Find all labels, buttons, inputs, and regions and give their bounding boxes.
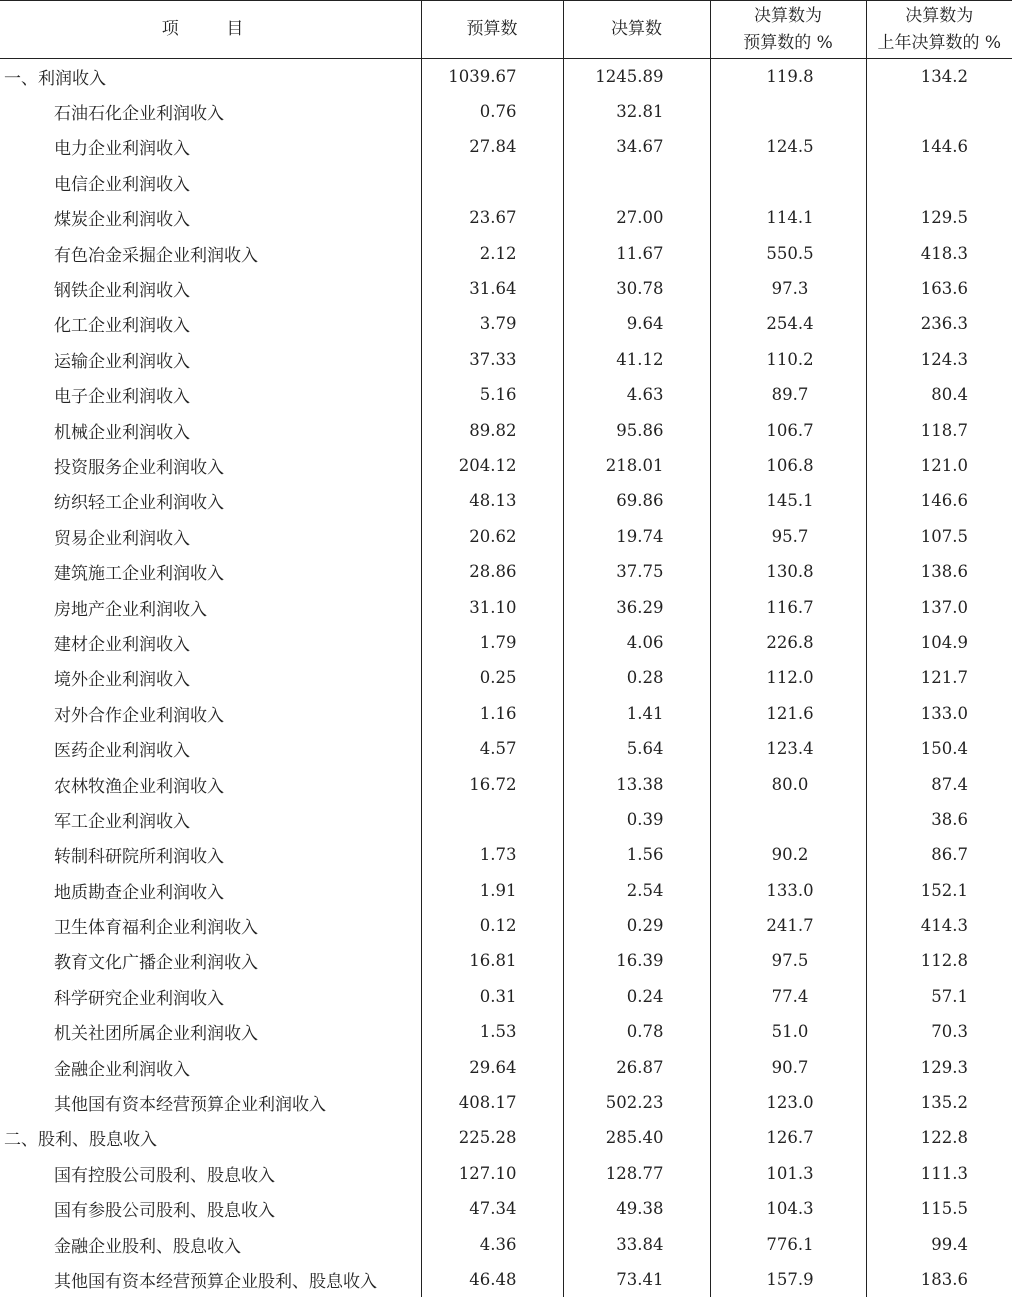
row-item-name: 科学研究企业利润收入 — [0, 979, 421, 1014]
row-pct-prev: 111.3 — [866, 1156, 1012, 1191]
table-row — [0, 235, 1012, 270]
row-pct-budget: 123.0 — [710, 1085, 866, 1120]
row-pct-prev: 138.6 — [866, 554, 1012, 589]
row-budget: 0.12 — [421, 908, 563, 943]
row-budget: 31.64 — [421, 271, 563, 306]
row-final: 5.64 — [563, 731, 710, 766]
row-pct-budget: 101.3 — [710, 1156, 866, 1191]
row-pct-budget: 89.7 — [710, 377, 866, 412]
table-row — [0, 1191, 1012, 1226]
row-item-name: 纺织轻工企业利润收入 — [0, 483, 421, 518]
row-final: 9.64 — [563, 306, 710, 341]
row-final: 33.84 — [563, 1226, 710, 1261]
row-item-name: 卫生体育福利企业利润收入 — [0, 908, 421, 943]
row-item-name: 投资服务企业利润收入 — [0, 448, 421, 483]
row-budget: 127.10 — [421, 1156, 563, 1191]
row-pct-prev: 122.8 — [866, 1120, 1012, 1155]
row-item-name: 地质勘查企业利润收入 — [0, 872, 421, 907]
header-pct-prev: 决算数为 上年决算数的 % — [866, 1, 1012, 59]
table-row — [0, 342, 1012, 377]
row-pct-prev: 134.2 — [866, 59, 1012, 94]
header-pct-budget: 决算数为 预算数的 % — [710, 1, 866, 59]
table-row — [0, 129, 1012, 164]
row-pct-budget — [710, 94, 866, 129]
table-row — [0, 165, 1012, 200]
row-pct-budget: 776.1 — [710, 1226, 866, 1261]
row-pct-budget: 51.0 — [710, 1014, 866, 1049]
row-final: 49.38 — [563, 1191, 710, 1226]
row-budget: 31.10 — [421, 589, 563, 624]
row-pct-budget: 254.4 — [710, 306, 866, 341]
row-final: 73.41 — [563, 1262, 710, 1297]
row-budget: 204.12 — [421, 448, 563, 483]
row-budget: 2.12 — [421, 235, 563, 270]
row-item-name: 二、股利、股息收入 — [0, 1120, 421, 1155]
row-pct-prev — [866, 94, 1012, 129]
header-final: 决算数 — [563, 1, 710, 59]
row-pct-prev: 80.4 — [866, 377, 1012, 412]
row-pct-budget: 104.3 — [710, 1191, 866, 1226]
row-pct-prev: 163.6 — [866, 271, 1012, 306]
table-row — [0, 1014, 1012, 1049]
row-pct-prev: 152.1 — [866, 872, 1012, 907]
row-pct-prev: 137.0 — [866, 589, 1012, 624]
row-pct-budget: 121.6 — [710, 696, 866, 731]
table-row — [0, 1120, 1012, 1155]
row-pct-prev: 236.3 — [866, 306, 1012, 341]
row-pct-prev: 57.1 — [866, 979, 1012, 1014]
row-final: 502.23 — [563, 1085, 710, 1120]
row-pct-budget: 119.8 — [710, 59, 866, 94]
row-item-name: 国有参股公司股利、股息收入 — [0, 1191, 421, 1226]
row-final: 0.78 — [563, 1014, 710, 1049]
row-pct-prev: 418.3 — [866, 235, 1012, 270]
row-budget: 89.82 — [421, 412, 563, 447]
row-pct-prev: 118.7 — [866, 412, 1012, 447]
row-item-name: 国有控股公司股利、股息收入 — [0, 1156, 421, 1191]
row-budget: 1.16 — [421, 696, 563, 731]
table-row — [0, 1049, 1012, 1084]
row-pct-budget: 110.2 — [710, 342, 866, 377]
row-final: 69.86 — [563, 483, 710, 518]
row-pct-prev: 129.3 — [866, 1049, 1012, 1084]
row-pct-budget: 95.7 — [710, 519, 866, 554]
row-budget: 48.13 — [421, 483, 563, 518]
row-final: 16.39 — [563, 943, 710, 978]
row-final: 1.41 — [563, 696, 710, 731]
row-budget: 37.33 — [421, 342, 563, 377]
row-pct-prev: 135.2 — [866, 1085, 1012, 1120]
row-pct-prev: 99.4 — [866, 1226, 1012, 1261]
row-item-name: 军工企业利润收入 — [0, 802, 421, 837]
row-final: 34.67 — [563, 129, 710, 164]
table-row — [0, 589, 1012, 624]
row-final: 26.87 — [563, 1049, 710, 1084]
row-item-name: 一、利润收入 — [0, 59, 421, 94]
row-item-name: 金融企业股利、股息收入 — [0, 1226, 421, 1261]
row-budget: 0.25 — [421, 660, 563, 695]
table-row — [0, 625, 1012, 660]
row-item-name: 建筑施工企业利润收入 — [0, 554, 421, 589]
table-row — [0, 519, 1012, 554]
table-row — [0, 1262, 1012, 1297]
row-pct-budget: 130.8 — [710, 554, 866, 589]
row-pct-prev: 104.9 — [866, 625, 1012, 660]
row-pct-prev: 115.5 — [866, 1191, 1012, 1226]
row-pct-budget: 126.7 — [710, 1120, 866, 1155]
row-pct-budget: 157.9 — [710, 1262, 866, 1297]
table-row — [0, 94, 1012, 129]
row-budget: 1.79 — [421, 625, 563, 660]
row-budget: 46.48 — [421, 1262, 563, 1297]
row-budget — [421, 802, 563, 837]
row-final: 0.39 — [563, 802, 710, 837]
table-row — [0, 200, 1012, 235]
row-final: 11.67 — [563, 235, 710, 270]
row-final: 41.12 — [563, 342, 710, 377]
header-item: 项 目 — [0, 1, 421, 59]
table-row — [0, 483, 1012, 518]
row-budget: 0.31 — [421, 979, 563, 1014]
row-pct-budget: 106.7 — [710, 412, 866, 447]
row-budget: 4.36 — [421, 1226, 563, 1261]
row-item-name: 电子企业利润收入 — [0, 377, 421, 412]
row-final: 27.00 — [563, 200, 710, 235]
row-pct-budget: 124.5 — [710, 129, 866, 164]
row-item-name: 其他国有资本经营预算企业股利、股息收入 — [0, 1262, 421, 1297]
row-final: 0.29 — [563, 908, 710, 943]
table-row — [0, 554, 1012, 589]
row-item-name: 电力企业利润收入 — [0, 129, 421, 164]
row-budget: 4.57 — [421, 731, 563, 766]
row-budget: 1.91 — [421, 872, 563, 907]
table-row — [0, 766, 1012, 801]
row-final: 1.56 — [563, 837, 710, 872]
row-final: 95.86 — [563, 412, 710, 447]
row-item-name: 运输企业利润收入 — [0, 342, 421, 377]
table-row — [0, 271, 1012, 306]
row-item-name: 石油石化企业利润收入 — [0, 94, 421, 129]
row-pct-prev: 121.7 — [866, 660, 1012, 695]
table-row — [0, 412, 1012, 447]
row-final: 4.63 — [563, 377, 710, 412]
row-item-name: 转制科研院所利润收入 — [0, 837, 421, 872]
header-row — [0, 1, 1012, 59]
table-row — [0, 802, 1012, 837]
row-pct-budget: 241.7 — [710, 908, 866, 943]
row-pct-prev: 112.8 — [866, 943, 1012, 978]
row-pct-prev: 133.0 — [866, 696, 1012, 731]
table-row — [0, 1156, 1012, 1191]
row-final: 37.75 — [563, 554, 710, 589]
row-pct-budget: 133.0 — [710, 872, 866, 907]
row-item-name: 机械企业利润收入 — [0, 412, 421, 447]
row-final: 32.81 — [563, 94, 710, 129]
row-pct-budget: 106.8 — [710, 448, 866, 483]
row-final: 13.38 — [563, 766, 710, 801]
row-budget — [421, 165, 563, 200]
row-item-name: 对外合作企业利润收入 — [0, 696, 421, 731]
row-budget: 408.17 — [421, 1085, 563, 1120]
row-pct-budget: 145.1 — [710, 483, 866, 518]
row-budget: 0.76 — [421, 94, 563, 129]
row-budget: 5.16 — [421, 377, 563, 412]
table-row — [0, 1226, 1012, 1261]
table-row — [0, 660, 1012, 695]
table-row — [0, 1085, 1012, 1120]
row-final: 19.74 — [563, 519, 710, 554]
row-item-name: 有色冶金采掘企业利润收入 — [0, 235, 421, 270]
row-budget: 1.73 — [421, 837, 563, 872]
row-item-name: 其他国有资本经营预算企业利润收入 — [0, 1085, 421, 1120]
row-pct-budget: 80.0 — [710, 766, 866, 801]
table-row — [0, 59, 1012, 94]
row-item-name: 贸易企业利润收入 — [0, 519, 421, 554]
row-pct-prev: 183.6 — [866, 1262, 1012, 1297]
table-row — [0, 731, 1012, 766]
table-row — [0, 377, 1012, 412]
row-item-name: 农林牧渔企业利润收入 — [0, 766, 421, 801]
row-pct-budget — [710, 165, 866, 200]
row-budget: 27.84 — [421, 129, 563, 164]
row-item-name: 建材企业利润收入 — [0, 625, 421, 660]
table-row — [0, 979, 1012, 1014]
table-header — [0, 1, 1012, 59]
row-pct-prev: 121.0 — [866, 448, 1012, 483]
row-pct-prev: 129.5 — [866, 200, 1012, 235]
table-row — [0, 696, 1012, 731]
row-budget: 16.72 — [421, 766, 563, 801]
row-item-name: 机关社团所属企业利润收入 — [0, 1014, 421, 1049]
row-final: 285.40 — [563, 1120, 710, 1155]
row-pct-budget: 114.1 — [710, 200, 866, 235]
row-budget: 225.28 — [421, 1120, 563, 1155]
row-pct-budget: 90.2 — [710, 837, 866, 872]
row-pct-budget: 116.7 — [710, 589, 866, 624]
table-row — [0, 448, 1012, 483]
row-budget: 47.34 — [421, 1191, 563, 1226]
row-budget: 23.67 — [421, 200, 563, 235]
row-item-name: 金融企业利润收入 — [0, 1049, 421, 1084]
row-item-name: 钢铁企业利润收入 — [0, 271, 421, 306]
row-item-name: 医药企业利润收入 — [0, 731, 421, 766]
row-final — [563, 165, 710, 200]
row-pct-prev: 70.3 — [866, 1014, 1012, 1049]
row-budget: 1.53 — [421, 1014, 563, 1049]
row-pct-prev: 107.5 — [866, 519, 1012, 554]
row-budget: 29.64 — [421, 1049, 563, 1084]
row-budget: 3.79 — [421, 306, 563, 341]
row-final: 30.78 — [563, 271, 710, 306]
row-pct-prev: 124.3 — [866, 342, 1012, 377]
row-pct-prev: 414.3 — [866, 908, 1012, 943]
row-pct-budget: 97.5 — [710, 943, 866, 978]
row-pct-budget: 123.4 — [710, 731, 866, 766]
row-final: 4.06 — [563, 625, 710, 660]
header-budget: 预算数 — [421, 1, 563, 59]
row-pct-prev — [866, 165, 1012, 200]
row-pct-budget: 77.4 — [710, 979, 866, 1014]
row-pct-budget: 112.0 — [710, 660, 866, 695]
row-item-name: 境外企业利润收入 — [0, 660, 421, 695]
row-final: 1245.89 — [563, 59, 710, 94]
table-row — [0, 872, 1012, 907]
row-item-name: 化工企业利润收入 — [0, 306, 421, 341]
row-budget: 16.81 — [421, 943, 563, 978]
table-row — [0, 837, 1012, 872]
row-pct-budget: 97.3 — [710, 271, 866, 306]
row-final: 2.54 — [563, 872, 710, 907]
row-pct-prev: 38.6 — [866, 802, 1012, 837]
row-pct-prev: 87.4 — [866, 766, 1012, 801]
table-row — [0, 943, 1012, 978]
row-item-name: 教育文化广播企业利润收入 — [0, 943, 421, 978]
table-row — [0, 306, 1012, 341]
row-final: 0.28 — [563, 660, 710, 695]
row-pct-prev: 86.7 — [866, 837, 1012, 872]
row-pct-budget: 550.5 — [710, 235, 866, 270]
row-item-name: 房地产企业利润收入 — [0, 589, 421, 624]
row-item-name: 电信企业利润收入 — [0, 165, 421, 200]
row-item-name: 煤炭企业利润收入 — [0, 200, 421, 235]
row-budget: 1039.67 — [421, 59, 563, 94]
table-row — [0, 908, 1012, 943]
row-budget: 28.86 — [421, 554, 563, 589]
row-pct-prev: 146.6 — [866, 483, 1012, 518]
row-pct-budget — [710, 802, 866, 837]
row-budget: 20.62 — [421, 519, 563, 554]
row-pct-budget: 226.8 — [710, 625, 866, 660]
row-final: 0.24 — [563, 979, 710, 1014]
row-pct-prev: 144.6 — [866, 129, 1012, 164]
table-body — [0, 59, 1012, 1297]
row-final: 218.01 — [563, 448, 710, 483]
row-pct-prev: 150.4 — [866, 731, 1012, 766]
row-final: 128.77 — [563, 1156, 710, 1191]
row-pct-budget: 90.7 — [710, 1049, 866, 1084]
row-final: 36.29 — [563, 589, 710, 624]
